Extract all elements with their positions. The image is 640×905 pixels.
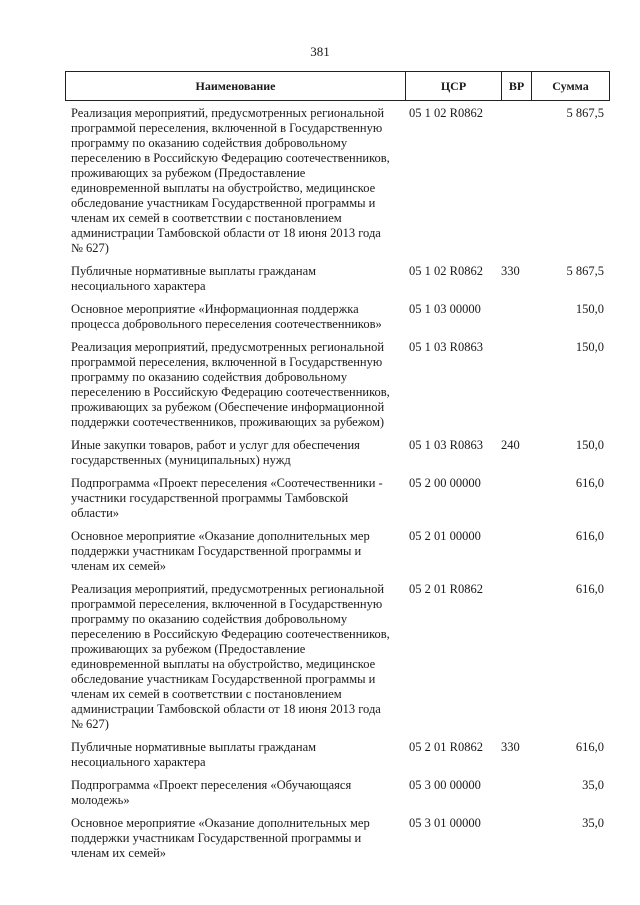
cell-vr: 330: [501, 740, 520, 754]
cell-csr: 05 3 00 00000: [409, 778, 481, 792]
page-number: 381: [310, 44, 330, 59]
cell-csr: 05 2 01 R0862: [409, 582, 483, 596]
cell-csr: 05 1 03 00000: [409, 302, 481, 316]
cell-sum: 616,0: [575, 740, 604, 754]
column-header-name: Наименование: [66, 72, 406, 100]
column-header-sum: Сумма: [552, 78, 589, 93]
cell-csr: 05 3 01 00000: [409, 816, 481, 830]
cell-sum: 5 867,5: [566, 106, 604, 120]
table-row: [65, 340, 610, 430]
cell-csr: 05 1 02 R0862: [409, 264, 483, 278]
cell-vr: [501, 340, 531, 430]
cell-name: Публичные нормативные выплаты гражданам несоциального характера: [71, 740, 317, 769]
cell-name: Публичные нормативные выплаты гражданам несоциального характера: [71, 264, 317, 293]
cell-name: Реализация мероприятий, предусмотренных региональной программой переселения, включенной в Государственную программу по оказанию содействия добровольному переселению в Российскую Федерацию соотечественников, проживающих за рубежом (Предоставление единовременной выплаты на обустройство, медицинское обследование участникам Государственной программы и членам их семей в соответствии с постановлением администрации Тамбовской области от 18 июня 2013 года № 627): [71, 106, 390, 255]
table-row: [65, 740, 610, 770]
cell-name: Реализация мероприятий, предусмотренных региональной программой переселения, включенной в Государственную программу по оказанию содействия добровольному переселению в Российскую Федерацию соотечественников, проживающих за рубежом (Обеспечение информационной поддержки соотечественников, проживающих за рубежом): [71, 340, 390, 429]
table-row: [65, 106, 610, 256]
cell-csr: 05 1 02 R0862: [409, 106, 483, 120]
cell-name: Основное мероприятие «Информационная поддержка процесса добровольного переселения соотечественников»: [71, 302, 382, 331]
cell-vr: [501, 529, 531, 574]
cell-vr: [501, 302, 531, 332]
cell-csr: 05 1 03 R0863: [409, 340, 483, 354]
cell-vr: [501, 582, 531, 732]
cell-vr: [501, 476, 531, 521]
table-row: [65, 476, 610, 521]
cell-vr: 330: [501, 264, 520, 278]
cell-vr: [501, 106, 531, 256]
table-body: [65, 106, 610, 869]
cell-sum: 150,0: [575, 438, 604, 452]
cell-sum: 35,0: [582, 778, 604, 792]
table-row: [65, 438, 610, 468]
cell-sum: 5 867,5: [566, 264, 604, 278]
column-header-vr: ВР: [502, 72, 532, 100]
table-row: [65, 529, 610, 574]
table-row: [65, 778, 610, 808]
table-row: [65, 816, 610, 861]
cell-name: Основное мероприятие «Оказание дополнительных мер поддержки участникам Государственной программы и членам их семей»: [71, 529, 370, 573]
cell-sum: 150,0: [575, 340, 604, 354]
cell-sum: 35,0: [582, 816, 604, 830]
table-row: [65, 302, 610, 332]
cell-name: Подпрограмма «Проект переселения «Обучающаяся молодежь»: [71, 778, 352, 807]
cell-csr: 05 1 03 R0863: [409, 438, 483, 452]
table-row: [65, 582, 610, 732]
cell-name: Основное мероприятие «Оказание дополнительных мер поддержки участникам Государственной программы и членам их семей»: [71, 816, 370, 860]
cell-vr: 240: [501, 438, 520, 452]
cell-csr: 05 2 00 00000: [409, 476, 481, 490]
cell-sum: 616,0: [575, 529, 604, 543]
cell-csr: 05 2 01 00000: [409, 529, 481, 543]
cell-name: Реализация мероприятий, предусмотренных региональной программой переселения, включенной в Государственную программу по оказанию содействия добровольному переселению в Российскую Федерацию соотечественников, проживающих за рубежом (Предоставление единовременной выплаты на обустройство, медицинское обследование участникам Государственной программы и членам их семей в соответствии с постановлением администрации Тамбовской области от 18 июня 2013 года № 627): [71, 582, 390, 731]
cell-csr: 05 2 01 R0862: [409, 740, 483, 754]
cell-sum: 616,0: [575, 476, 604, 490]
column-header-csr: ЦСР: [406, 72, 502, 100]
cell-sum: 150,0: [575, 302, 604, 316]
cell-name: Иные закупки товаров, работ и услуг для обеспечения государственных (муниципальных) нужд: [71, 438, 360, 467]
cell-vr: [501, 816, 531, 861]
cell-sum: 616,0: [575, 582, 604, 596]
cell-name: Подпрограмма «Проект переселения «Соотечественники - участники государственной программы Тамбовской области»: [71, 476, 383, 520]
table-header: [65, 71, 610, 101]
table-row: [65, 264, 610, 294]
cell-vr: [501, 778, 531, 808]
